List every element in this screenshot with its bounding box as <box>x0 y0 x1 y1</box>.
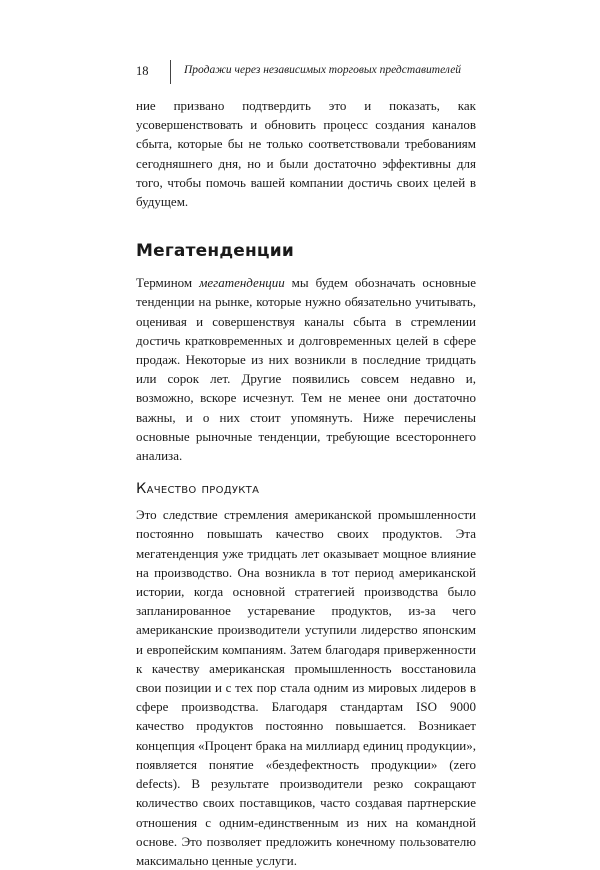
megatrends-term: мегатенденции <box>199 275 285 291</box>
quality-paragraph: Это следствие стремления американской промышленности постоянно повышать качество своих продуктов. Эта мегатенденция уже тридцать лет оказывает мощное влияние на производство. Она возникла в тот период американской истории, когда основной стратегией производства было запланированное устаревание продуктов, из-за чего американские производители уступили лидерство японским и европейским компаниям. Затем благодаря приверженности к качеству американская промышленность восстановила свои позиции и с тех пор стала одним из мировых лидеров в сфере производства. Благодаря стандартам ISO 9000 качество продуктов постоянно повышается. Возникает концепция «Процент брака на миллиард единиц продукции», появляется понятие «бездефектность продукции» (zero defects). В результате производители резко сокращают количество своих поставщиков, часто создавая партнерские отношения с одним-единственным из них на командной основе. Это позволяет предложить конечному пользователю максимально ценные услуги. <box>136 507 476 868</box>
running-head <box>136 60 476 82</box>
megatrends-rest: мы будем обозначать основные тенденции на рынке, которые нужно обязательно учитывать, оценивая и совершенствуя каналы сбыта в стремлении достичь кратковременных и долговременных целей в сфере продаж. Некоторые из них возникли в последние тридцать или сорок лет. Другие появились совсем недавно и, возможно, вскоре исчезнут. Тем не менее они достаточно важны, и о них стоит упомянуть. Ниже перечислены основные рыночные тенденции, требующие всестороннего анализа. <box>136 275 477 464</box>
running-title: Продажи через независимых торговых представителей <box>184 64 462 76</box>
megatrends-paragraph <box>136 273 476 465</box>
header-divider <box>170 60 171 84</box>
body-text <box>136 96 476 870</box>
section-heading-megatrends: Мегатенденции <box>136 241 294 262</box>
page-number: 18 <box>136 64 149 78</box>
subsection-heading-quality: Качество продукта <box>136 481 260 498</box>
megatrends-lead: Термином <box>136 275 200 291</box>
intro-paragraph: ние призвано подтвердить это и показать, как усовершенствовать и обновить процесс создания каналов сбыта, которые бы не только соответствовали требованиям сегодняшнего дня, но и были достаточно эффективны для того, чтобы помочь вашей компании достичь своих целей в будущем. <box>136 98 476 210</box>
